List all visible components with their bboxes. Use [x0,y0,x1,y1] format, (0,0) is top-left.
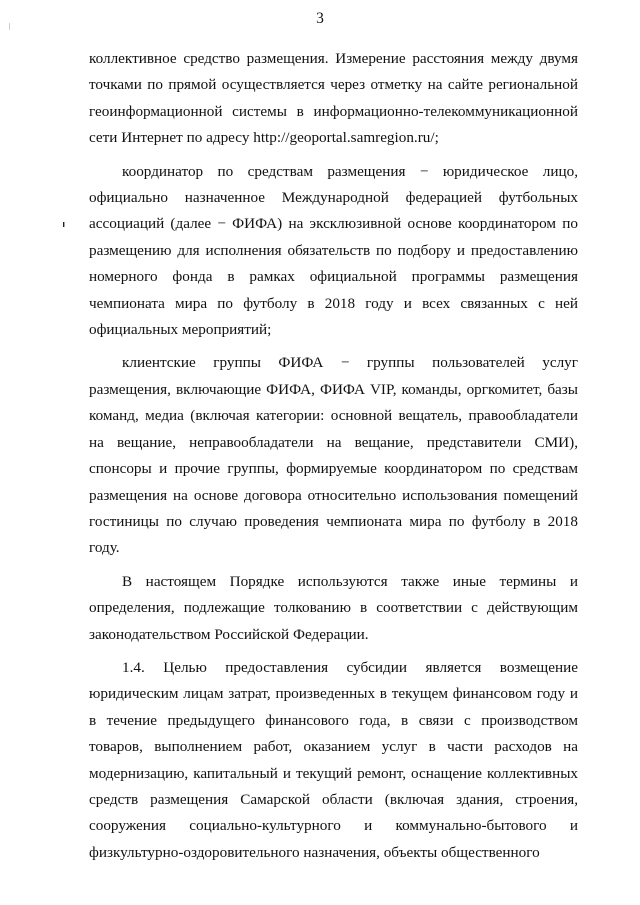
paragraph-clause-1-4: 1.4. Целью предоставления субсидии является возмещение юридическим лицам затрат, произведенных в текущем финансовом году и в течение предыдущего финансового года, в связи с производством товаров, выполнением работ, оказанием услуг в части расходов на модернизацию, капитальный и текущий ремонт, оснащение коллективных средств размещения Самарской области (включая здания, строения, сооружения социально-культурного и коммунально-бытового и физкультурно-оздоровительного назначения, объекты общественного [89,658,578,861]
paragraph-continuation: коллективное средство размещения. Измерение расстояния между двумя точками по прямой осуществляется через отметку на сайте региональной геоинформационной системы в информационно-телекоммуникационной сети Интернет по адресу http://geoportal.samregion.ru/; [89,50,578,147]
scan-speck [62,222,66,228]
paragraph-definition-client-groups: клиентские группы ФИФА − группы пользователей услуг размещения, включающие ФИФА, ФИФА VIP, команды, оргкомитет, базы команд, медиа (включая категории: основной вещатель, правообладатели на вещание, неправообладатели на вещание, представители СМИ), спонсоры и прочие группы, формируемые координатором по средствам размещения на основе договора относительно использования помещений гостиницы по случаю проведения чемпионата мира по футболу в 2018 году. [89,354,578,557]
paragraph-definition-coordinator: координатор по средствам размещения − юридическое лицо, официально назначенное Международной федерацией футбольных ассоциаций (далее − ФИФА) на эксклюзивной основе координатором по размещению для исполнения обязательств по подбору и предоставлению номерного фонда в рамках официальной программы размещения чемпионата мира по футболу в 2018 году и всех связанных с ней официальных мероприятий; [89,162,578,339]
paragraph-other-terms: В настоящем Порядке используются также иные термины и определения, подлежащие толкованию в соответствии с действующим законодательством Российской Федерации. [89,572,578,643]
document-body [89,46,578,866]
page-number: 3 [316,10,324,27]
